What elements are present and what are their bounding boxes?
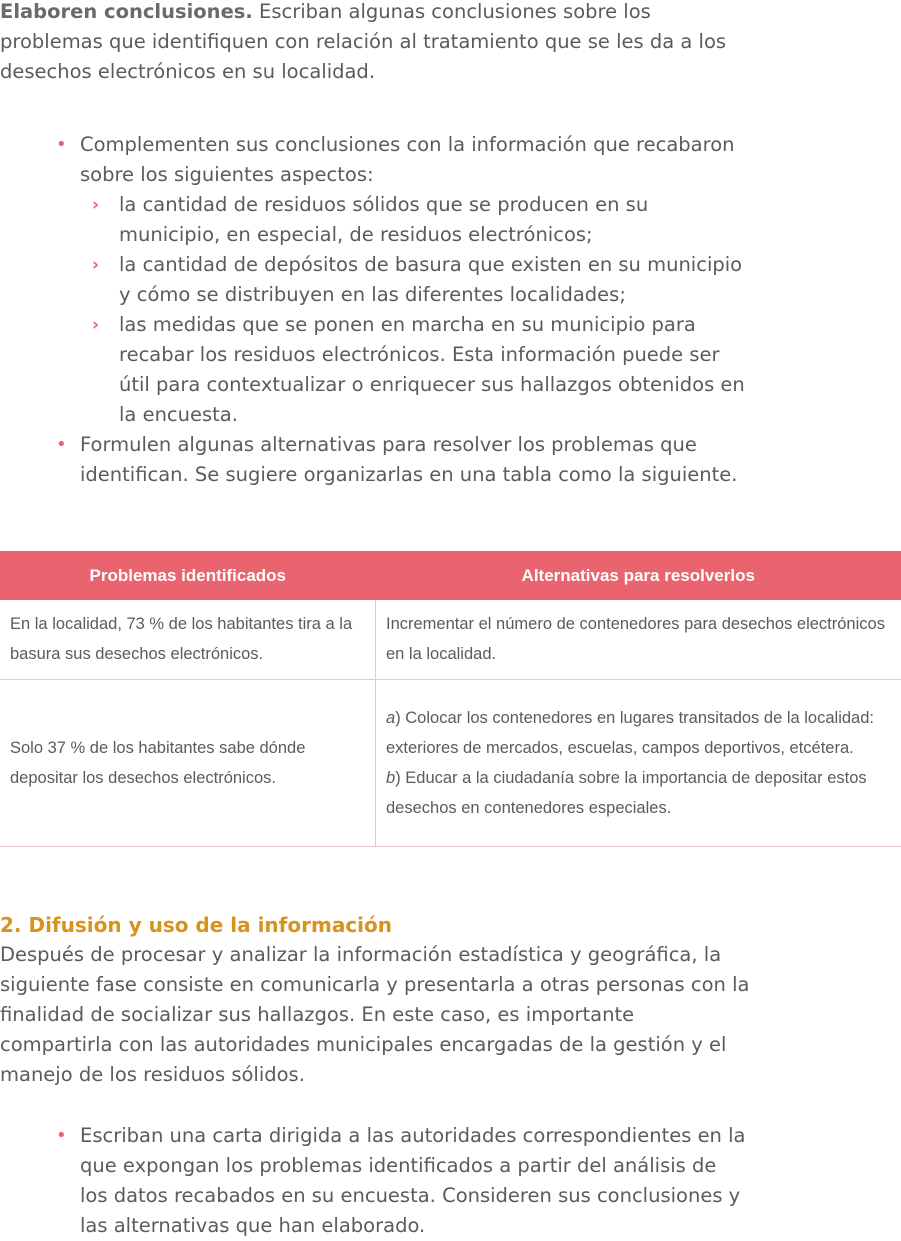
sub-list	[80, 190, 746, 430]
bullet-dot-icon: •	[56, 434, 67, 455]
option-text: ) Colocar los contenedores en lugares transitados de la localidad: exteriores de mercados, escuelas, campos deportivos, etcétera.	[386, 708, 874, 757]
table-cell-problem: En la localidad, 73 % de los habitantes tira a la basura sus desechos electrónicos.	[0, 600, 376, 679]
intro-bold: Elaboren conclusiones.	[0, 0, 253, 23]
table-cell-problem: Solo 37 % de los habitantes sabe dónde depositar los desechos electrónicos.	[0, 679, 376, 846]
chevron-right-icon: ›	[92, 195, 100, 215]
option-letter: a	[386, 708, 396, 727]
intro-text: Escriban algunas conclusiones sobre los problemas que identifiquen con relación al tratamiento que se les da a los desechos electrónicos en su localidad.	[0, 0, 727, 83]
table-header-row	[0, 551, 901, 600]
bullet-list-1	[56, 130, 746, 490]
section-paragraph: Después de procesar y analizar la información estadística y geográfica, la siguiente fase consiste en comunicarla y presentarla a otras personas con la finalidad de socializar sus hallazgos. En este caso, es importante compartirla con las autoridades municipales encargadas de la gestión y el manejo de los residuos sólidos.	[0, 943, 750, 1086]
sub-item	[80, 190, 746, 250]
table-row	[0, 600, 901, 679]
bullet-list-2	[56, 1121, 746, 1241]
bullet-item	[56, 1121, 746, 1241]
alternatives-table	[0, 551, 901, 847]
bullet-item	[56, 430, 746, 490]
bullet-dot-icon: •	[56, 1125, 67, 1146]
intro-paragraph	[0, 0, 740, 87]
chevron-right-icon: ›	[92, 255, 100, 275]
table-cell-alternative: Incrementar el número de contenedores para desechos electrónicos en la localidad.	[376, 600, 901, 679]
chevron-right-icon: ›	[92, 315, 100, 335]
bullet-item	[56, 130, 746, 430]
sub-item-text: las medidas que se ponen en marcha en su municipio para recabar los residuos electrónicos. Esta información puede ser útil para contextualizar o enriquecer sus hallazgos obtenidos en la encuesta.	[119, 313, 745, 426]
sub-item	[80, 310, 746, 430]
option-letter: b	[386, 768, 396, 787]
bullet-text: Complementen sus conclusiones con la información que recabaron sobre los siguientes aspectos:	[80, 133, 735, 186]
bullet-dot-icon: •	[56, 134, 67, 155]
table-row	[0, 679, 901, 846]
table-header: Problemas identificados	[0, 551, 376, 600]
table-header: Alternativas para resolverlos	[376, 551, 901, 600]
section-heading: 2. Difusión y uso de la información	[0, 913, 393, 937]
sub-item-text: la cantidad de residuos sólidos que se producen en su municipio, en especial, de residuos electrónicos;	[119, 193, 649, 246]
bullet-text: Formulen algunas alternativas para resolver los problemas que identifican. Se sugiere organizarlas en una tabla como la siguiente.	[80, 433, 738, 486]
sub-item-text: la cantidad de depósitos de basura que existen en su municipio y cómo se distribuyen en las diferentes localidades;	[119, 253, 743, 306]
sub-item	[80, 250, 746, 310]
bullet-text: Escriban una carta dirigida a las autoridades correspondientes en la que expongan los problemas identificados a partir del análisis de los datos recabados en su encuesta. Consideren sus conclusiones y las alternativas que han elaborado.	[80, 1124, 746, 1237]
option-text: ) Educar a la ciudadanía sobre la importancia de depositar estos desechos en contenedores especiales.	[386, 768, 867, 817]
table-cell-alternative	[376, 679, 901, 846]
